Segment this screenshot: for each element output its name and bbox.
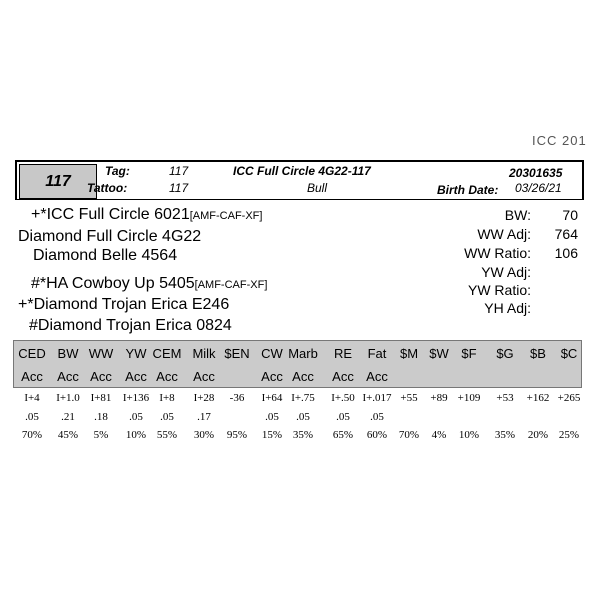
- acc-value-ww: .18: [94, 411, 108, 423]
- pedigree-dam-sire: [31, 275, 267, 293]
- epd-value-dollar-m: +55: [400, 392, 418, 404]
- epd-value-ced: I+4: [24, 392, 40, 404]
- acc-value-marb: .05: [296, 411, 310, 423]
- epd-value-yw: I+136: [122, 392, 150, 404]
- epd-value-dollar-en: -36: [229, 392, 245, 404]
- perf-ww-adj-value: 764: [554, 226, 578, 242]
- acc-value-re: .05: [336, 411, 350, 423]
- dam-sire-name: #*HA Cowboy Up 5405: [31, 275, 195, 292]
- sire-sire-reg: [AMF-CAF-XF]: [189, 210, 263, 222]
- perf-ww-adj-label: WW Adj:: [477, 226, 531, 242]
- epd-header-ced: CED: [18, 346, 46, 361]
- epd-header-dollar-m: $M: [399, 346, 419, 361]
- acc-header-ww: Acc: [90, 369, 112, 384]
- perf-ww-ratio-label: WW Ratio:: [464, 245, 531, 261]
- perf-yw-adj-label: YW Adj:: [481, 264, 531, 280]
- epd-value-cem: I+8: [159, 392, 175, 404]
- lot-number: 117: [19, 164, 97, 199]
- perf-bw-value: 70: [562, 207, 578, 223]
- acc-value-milk: .17: [197, 411, 211, 423]
- epd-value-dollar-g: +53: [496, 392, 514, 404]
- epd-header-dollar-g: $G: [496, 346, 514, 361]
- epd-value-milk: I+28: [193, 392, 215, 404]
- registration-number: 20301635: [509, 166, 563, 180]
- percentile-dollar-b: 20%: [527, 429, 549, 441]
- epd-header-dollar-f: $F: [461, 346, 477, 361]
- tag-value: 117: [169, 164, 189, 178]
- epd-value-bw: I+1.0: [56, 392, 80, 404]
- epd-header-marb: Marb: [288, 346, 318, 361]
- acc-value-bw: .21: [61, 411, 75, 423]
- percentile-yw: 10%: [125, 429, 147, 441]
- birth-date-label: Birth Date:: [437, 183, 499, 197]
- acc-header-cem: Acc: [156, 369, 178, 384]
- acc-value-cw: .05: [265, 411, 279, 423]
- percentile-dollar-w: 4%: [431, 429, 447, 441]
- pedigree-sire-sire: [31, 206, 262, 224]
- epd-header-dollar-b: $B: [530, 346, 546, 361]
- percentile-ced: 70%: [21, 429, 43, 441]
- acc-header-re: Acc: [332, 369, 354, 384]
- birth-date: 03/26/21: [515, 181, 562, 195]
- acc-value-yw: .05: [129, 411, 143, 423]
- tag-label: Tag:: [105, 164, 130, 178]
- epd-value-dollar-w: +89: [430, 392, 448, 404]
- acc-header-milk: Acc: [193, 369, 215, 384]
- percentile-ww: 5%: [93, 429, 109, 441]
- epd-header-yw: YW: [125, 346, 147, 361]
- animal-header: [15, 160, 584, 200]
- percentile-dollar-m: 70%: [398, 429, 420, 441]
- percentile-milk: 30%: [193, 429, 215, 441]
- percentile-bw: 45%: [57, 429, 79, 441]
- percentile-marb: 35%: [292, 429, 314, 441]
- epd-header-re: RE: [333, 346, 353, 361]
- epd-header-cem: CEM: [152, 346, 182, 361]
- animal-name: ICC Full Circle 4G22-117: [233, 164, 371, 178]
- percentile-cw: 15%: [261, 429, 283, 441]
- acc-header-bw: Acc: [57, 369, 79, 384]
- epd-header-fat: Fat: [367, 346, 387, 361]
- epd-header-milk: Milk: [192, 346, 216, 361]
- perf-bw-label: BW:: [504, 207, 531, 223]
- acc-value-fat: .05: [370, 411, 384, 423]
- epd-header-dollar-c: $C: [560, 346, 578, 361]
- epd-value-fat: I+.017: [362, 392, 392, 404]
- animal-sex: Bull: [307, 181, 328, 195]
- epd-header-cw: CW: [261, 346, 283, 361]
- percentile-dollar-en: 95%: [226, 429, 248, 441]
- sire-sire-name: +*ICC Full Circle 6021: [31, 206, 190, 223]
- acc-header-cw: Acc: [261, 369, 283, 384]
- percentile-dollar-g: 35%: [494, 429, 516, 441]
- percentile-dollar-f: 10%: [458, 429, 480, 441]
- percentile-cem: 55%: [156, 429, 178, 441]
- epd-value-ww: I+81: [90, 392, 112, 404]
- acc-value-ced: .05: [25, 411, 39, 423]
- epd-header-bw: BW: [57, 346, 79, 361]
- epd-value-dollar-f: +109: [457, 392, 481, 404]
- tattoo-label: Tattoo:: [87, 181, 128, 195]
- percentile-dollar-c: 25%: [558, 429, 580, 441]
- epd-value-re: I+.50: [331, 392, 355, 404]
- cropped-corner-text: ICC 201: [532, 133, 587, 148]
- epd-value-marb: I+.75: [291, 392, 315, 404]
- epd-value-dollar-b: +162: [526, 392, 550, 404]
- perf-yh-adj-label: YH Adj:: [484, 300, 531, 316]
- pedigree-sire: Diamond Full Circle 4G22: [18, 228, 202, 245]
- acc-header-marb: Acc: [292, 369, 314, 384]
- pedigree-dam: +*Diamond Trojan Erica E246: [18, 296, 230, 313]
- acc-header-yw: Acc: [125, 369, 147, 384]
- pedigree-sire-dam: Diamond Belle 4564: [33, 247, 178, 264]
- epd-header-ww: WW: [88, 346, 114, 361]
- percentile-re: 65%: [332, 429, 354, 441]
- epd-value-dollar-c: +265: [557, 392, 581, 404]
- acc-value-cem: .05: [160, 411, 174, 423]
- perf-ww-ratio-value: 106: [554, 245, 578, 261]
- dam-sire-reg: [AMF-CAF-XF]: [194, 279, 268, 291]
- epd-value-cw: I+64: [261, 392, 283, 404]
- perf-yw-ratio-label: YW Ratio:: [467, 282, 531, 298]
- percentile-fat: 60%: [366, 429, 388, 441]
- pedigree-dam-dam: #Diamond Trojan Erica 0824: [29, 317, 232, 334]
- acc-header-fat: Acc: [366, 369, 388, 384]
- epd-header-dollar-en: $EN: [224, 346, 250, 361]
- acc-header-ced: Acc: [21, 369, 43, 384]
- epd-header-dollar-w: $W: [429, 346, 449, 361]
- tattoo-value: 117: [169, 181, 189, 195]
